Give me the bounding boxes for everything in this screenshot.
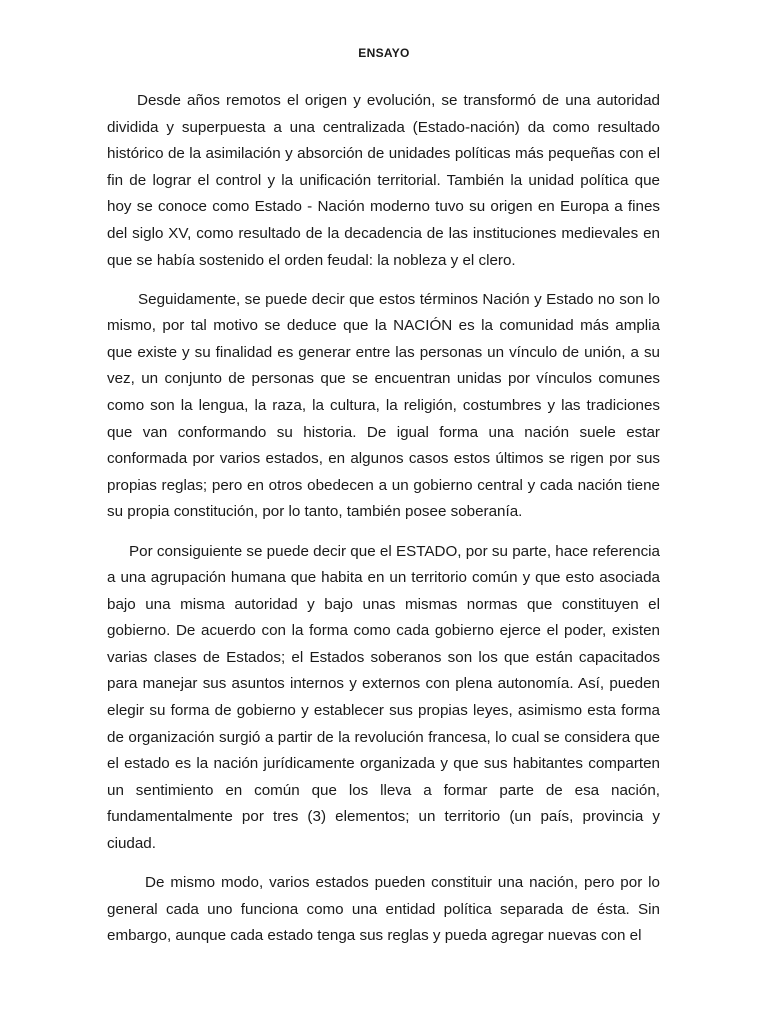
document-body: [107, 88, 660, 950]
paragraph-1: Desde años remotos el origen y evolución, se transformó de una autoridad dividida y superpuesta a una centralizada (Estado-nación) da como resultado histórico de la asimilación y absorción de unidades políticas más pequeñas con el fin de lograr el control y la unificación territorial. También la unidad política que hoy se conoce como Estado - Nación moderno tuvo su origen en Europa a fines del siglo XV, como resultado de la decadencia de las instituciones medievales en que se había sostenido el orden feudal: la nobleza y el clero.: [107, 92, 660, 269]
paragraph-4: De mismo modo, varios estados pueden constituir una nación, pero por lo general cada uno funciona como una entidad política separada de ésta. Sin embargo, aunque cada estado tenga sus reglas y pueda agregar nuevas con el: [107, 874, 660, 945]
paragraph-3: Por consiguiente se puede decir que el ESTADO, por su parte, hace referencia a una agrupación humana que habita en un territorio común y que esto asociada bajo una misma autoridad y bajo unas mismas normas que constituyen el gobierno. De acuerdo con la forma como cada gobierno ejerce el poder, existen varias clases de Estados; el Estados soberanos son los que están capacitados para manejar sus asuntos internos y externos con plena autonomía. Así, pueden elegir su forma de gobierno y establecer sus propias leyes, asimismo esta forma de organización surgió a partir de la revolución francesa, lo cual se considera que el estado es la nación jurídicamente organizada y que sus habitantes comparten un sentimiento en común que los lleva a formar parte de esa nación, fundamentalmente por tres (3) elementos; un territorio (un país, provincia y ciudad.: [107, 542, 660, 853]
document-title: ENSAYO: [358, 46, 410, 60]
paragraph-2: Seguidamente, se puede decir que estos términos Nación y Estado no son lo mismo, por tal motivo se deduce que la NACIÓN es la comunidad más amplia que existe y su finalidad es generar entre las personas un vínculo de unión, a su vez, un conjunto de personas que se encuentran unidas por vínculos comunes como son la lengua, la raza, la cultura, la religión, costumbres y las tradiciones que van conformando su historia. De igual forma una nación suele estar conformada por varios estados, en algunos casos estos últimos se rigen por sus propias reglas; pero en otros obedecen a un gobierno central y cada nación tiene su propia constitución, por lo tanto, también posee soberanía.: [107, 290, 660, 521]
